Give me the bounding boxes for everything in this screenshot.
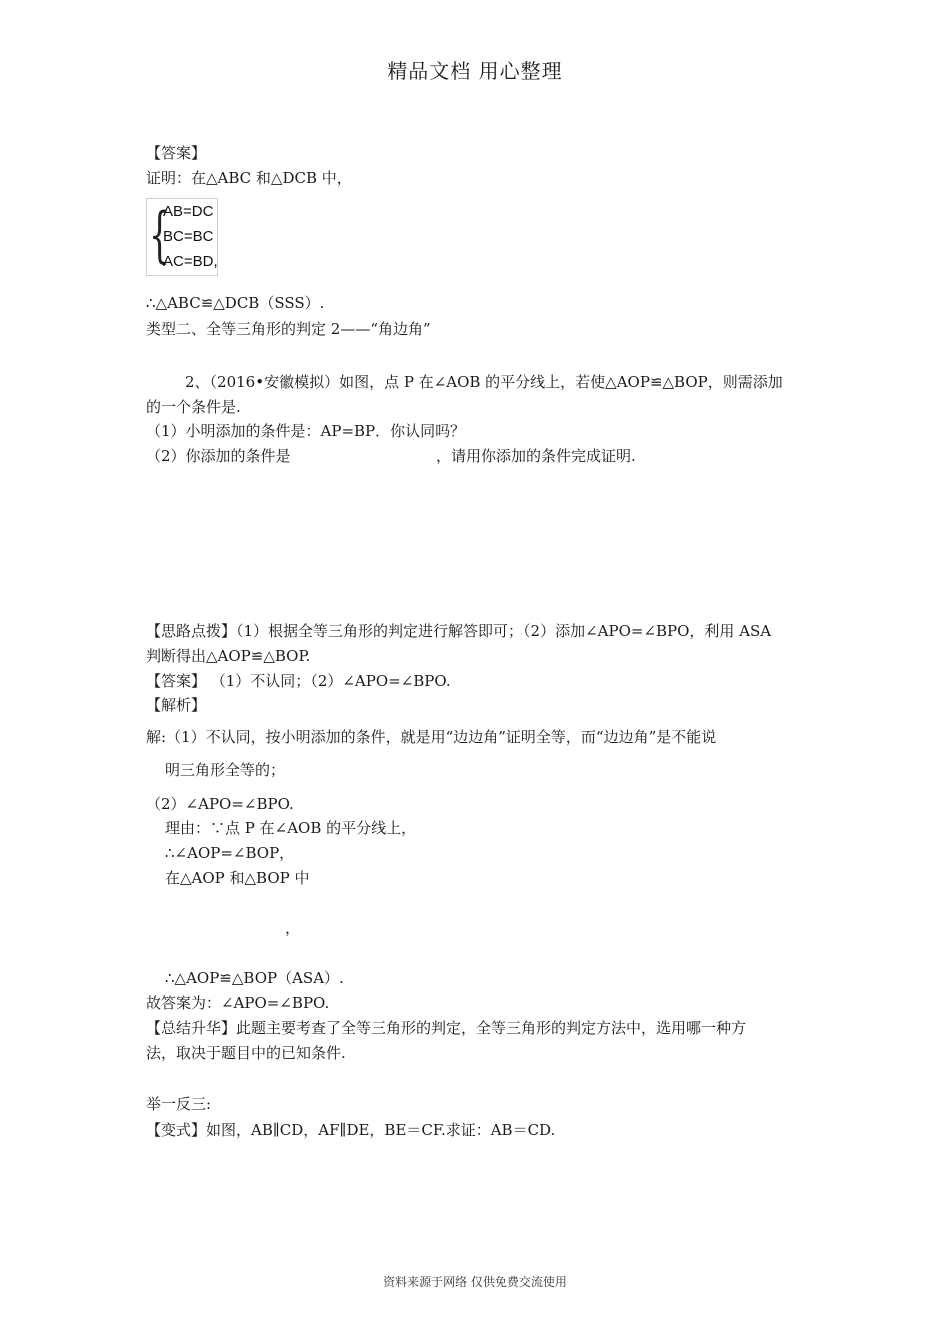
hint-paragraph-cont: 判断得出△AOP≌△BOP. bbox=[146, 647, 311, 665]
equation-line-3: AC=BD, bbox=[163, 253, 218, 270]
practice-heading: 举一反三: bbox=[146, 1095, 212, 1113]
solution-part-1: 解:（1）不认同，按小明添加的条件，就是用“边边角”证明全等，而“边边角”是不能说 bbox=[146, 728, 717, 746]
proof-intro: 证明：在△ABC 和△DCB 中， bbox=[146, 169, 352, 187]
hint-paragraph: 【思路点拨】（1）根据全等三角形的判定进行解答即可；（2）添加∠APO=∠BPO，利用 ASA bbox=[146, 622, 772, 640]
solution-part-1-cont: 明三角形全等的； bbox=[165, 761, 286, 779]
variant-problem: 【变式】如图，AB∥CD，AF∥DE，BE＝CF.求证：AB＝CD. bbox=[146, 1121, 556, 1139]
page-header: 精品文档 用心整理 bbox=[387, 59, 563, 83]
equation-line-2: BC=BC bbox=[163, 228, 214, 245]
omitted-system-comma: ， bbox=[285, 919, 301, 937]
answer-heading: 【答案】 bbox=[146, 144, 207, 162]
summary-paragraph-cont: 法，取决于题目中的已知条件. bbox=[146, 1044, 346, 1062]
left-brace-icon: { bbox=[149, 200, 171, 270]
question-1: （1）小明添加的条件是：AP=BP．你认同吗？ bbox=[146, 422, 466, 440]
section-title-asa: 类型二、全等三角形的判定 2——“角边角” bbox=[146, 320, 431, 338]
analysis-heading: 【解析】 bbox=[146, 696, 207, 714]
problem-statement: 2、（2016•安徽模拟）如图，点 P 在∠AOB 的平分线上，若使△AOP≌△BOP，则需添加 bbox=[185, 373, 783, 391]
problem-statement-cont: 的一个条件是. bbox=[146, 398, 241, 416]
solution-part-2: （2）∠APO=∠BPO. bbox=[146, 795, 294, 813]
reason-line: 理由：∵点 P 在∠AOB 的平分线上， bbox=[165, 819, 417, 837]
equation-system-image bbox=[146, 198, 218, 276]
summary-paragraph: 【总结升华】此题主要考查了全等三角形的判定，全等三角形的判定方法中，选用哪一种方 bbox=[146, 1019, 747, 1037]
page-footer: 资料来源于网络 仅供免费交流使用 bbox=[383, 1275, 567, 1289]
conclusion-asa: ∴△AOP≌△BOP（ASA）. bbox=[165, 969, 344, 987]
final-answer: 故答案为：∠APO=∠BPO. bbox=[146, 994, 330, 1012]
question-2-part-a: （2）你添加的条件是 bbox=[146, 447, 291, 465]
triangle-intro: 在△AOP 和△BOP 中 bbox=[165, 869, 310, 887]
equation-line-1: AB=DC bbox=[163, 203, 214, 220]
conclusion-sss: ∴△ABC≌△DCB（SSS）. bbox=[146, 294, 325, 312]
answer-summary: 【答案】 （1）不认同；（2）∠APO=∠BPO. bbox=[146, 672, 451, 690]
question-2-part-b: ，请用你添加的条件完成证明. bbox=[436, 447, 636, 465]
angle-equality: ∴∠AOP=∠BOP， bbox=[165, 844, 295, 862]
